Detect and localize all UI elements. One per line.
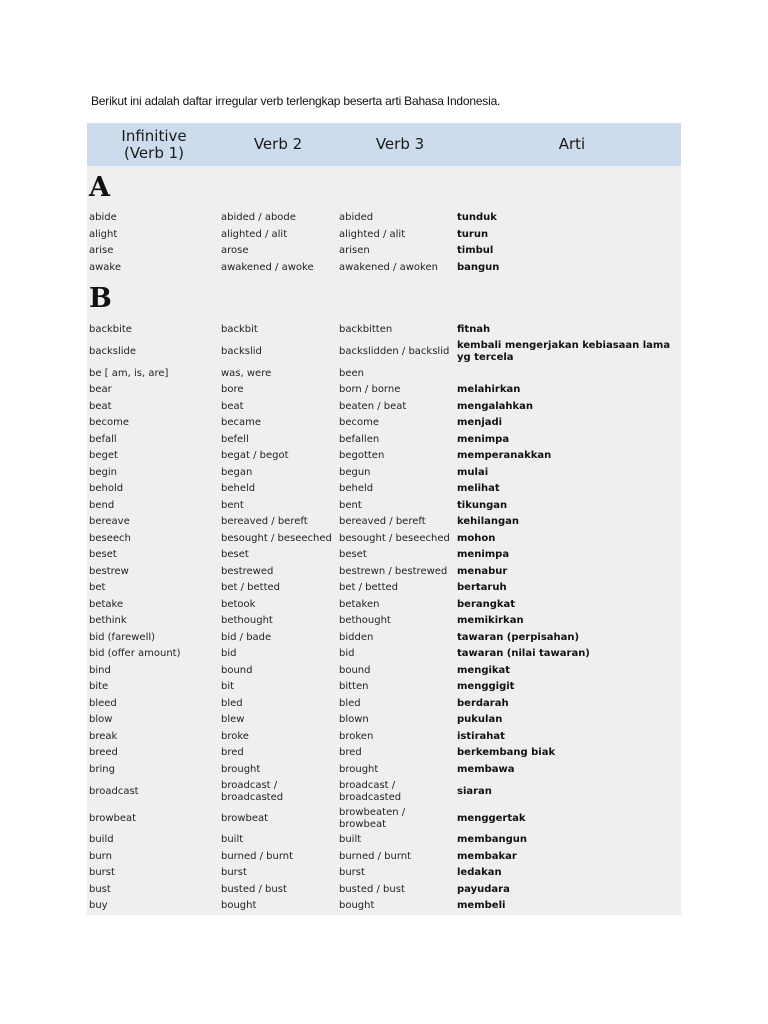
cell-verb2: bound xyxy=(221,664,253,676)
cell-infinitive: abide xyxy=(89,212,117,224)
cell-verb3: brought xyxy=(339,763,379,775)
cell-arti: berangkat xyxy=(457,598,516,610)
table-row xyxy=(87,531,681,548)
cell-verb3: betaken xyxy=(339,598,380,610)
cell-arti: menggertak xyxy=(457,812,526,824)
cell-verb3: beheld xyxy=(339,483,374,495)
cell-verb2: bethought xyxy=(221,615,273,627)
cell-arti: bangun xyxy=(457,261,500,273)
cell-arti: menimpa xyxy=(457,549,510,561)
cell-arti: berkembang biak xyxy=(457,747,556,759)
table-row xyxy=(87,597,681,614)
table-row xyxy=(87,663,681,680)
cell-verb3: bought xyxy=(339,900,375,912)
table-row xyxy=(87,415,681,432)
cell-arti: membakar xyxy=(457,850,517,862)
cell-infinitive: backbite xyxy=(89,324,132,336)
cell-verb2: backbit xyxy=(221,324,258,336)
cell-verb2: became xyxy=(221,417,262,429)
cell-infinitive: beset xyxy=(89,549,117,561)
cell-verb2: besought / beseeched xyxy=(221,532,332,544)
cell-infinitive: burst xyxy=(89,867,115,879)
cell-arti: payudara xyxy=(457,883,510,895)
cell-infinitive: bear xyxy=(89,384,112,396)
cell-verb2: betook xyxy=(221,598,256,610)
cell-verb2: backslid xyxy=(221,346,262,357)
cell-verb3: beaten / beat xyxy=(339,400,407,412)
cell-infinitive: bring xyxy=(89,763,115,775)
cell-arti: mohon xyxy=(457,532,496,544)
cell-arti: mengikat xyxy=(457,664,511,676)
table-row xyxy=(87,322,681,339)
table-header xyxy=(87,123,681,166)
cell-infinitive: alight xyxy=(89,228,118,240)
cell-verb2: bereaved / bereft xyxy=(221,516,308,528)
cell-verb2: burned / burnt xyxy=(221,850,294,862)
cell-infinitive: bend xyxy=(89,499,115,511)
cell-verb3: begotten xyxy=(339,450,385,462)
cell-verb2: begat / begot xyxy=(221,450,289,462)
irregular-verb-table xyxy=(87,123,681,915)
cell-verb2: began xyxy=(221,466,253,478)
header-arti: Arti xyxy=(558,135,586,153)
cell-infinitive: broadcast xyxy=(89,785,139,797)
table-row xyxy=(87,679,681,696)
cell-verb2: browbeat xyxy=(221,812,269,824)
table-body xyxy=(87,166,681,915)
cell-arti: menabur xyxy=(457,565,508,577)
cell-infinitive: behold xyxy=(89,483,124,495)
table-row xyxy=(87,729,681,746)
cell-verb2: bled xyxy=(221,697,243,709)
cell-verb2: broadcast / broadcasted xyxy=(221,779,284,803)
cell-verb3: beset xyxy=(339,549,367,561)
cell-arti: membawa xyxy=(457,763,515,775)
cell-verb2: burst xyxy=(221,867,247,879)
cell-arti: ledakan xyxy=(457,867,502,879)
table-row xyxy=(87,481,681,498)
cell-verb2: bestrewed xyxy=(221,565,274,577)
table-row xyxy=(87,805,681,832)
cell-verb3: begun xyxy=(339,466,371,478)
cell-infinitive: blow xyxy=(89,714,113,726)
cell-verb3: bidden xyxy=(339,631,374,643)
cell-arti: menjadi xyxy=(457,417,503,429)
table-row xyxy=(87,432,681,449)
cell-infinitive: beseech xyxy=(89,532,131,544)
cell-arti: kehilangan xyxy=(457,516,520,528)
table-row xyxy=(87,613,681,630)
cell-infinitive: be [ am, is, are] xyxy=(89,367,169,379)
cell-verb3: arisen xyxy=(339,245,370,257)
cell-arti: siaran xyxy=(457,785,492,797)
cell-arti: mulai xyxy=(457,466,489,478)
cell-infinitive: build xyxy=(89,834,114,846)
cell-verb3: bitten xyxy=(339,681,369,693)
cell-infinitive: break xyxy=(89,730,118,742)
cell-infinitive: beget xyxy=(89,450,118,462)
table-row xyxy=(87,448,681,465)
table-row xyxy=(87,339,681,366)
cell-verb3: busted / bust xyxy=(339,883,405,895)
cell-verb3: burned / burnt xyxy=(339,850,412,862)
cell-verb3: abided xyxy=(339,212,374,224)
cell-infinitive: bestrew xyxy=(89,565,129,577)
cell-infinitive: betake xyxy=(89,598,124,610)
cell-verb3: backslidden / backslid xyxy=(339,346,450,357)
cell-verb2: broke xyxy=(221,730,249,742)
cell-arti: menimpa xyxy=(457,433,510,445)
cell-verb2: bred xyxy=(221,747,244,759)
cell-verb3: awakened / awoken xyxy=(339,261,438,273)
cell-verb3: become xyxy=(339,417,380,429)
cell-verb3: bestrewn / bestrewed xyxy=(339,565,448,577)
cell-arti: menggigit xyxy=(457,681,515,693)
table-row xyxy=(87,243,681,260)
cell-infinitive: become xyxy=(89,417,130,429)
table-row xyxy=(87,210,681,227)
cell-infinitive: bid (offer amount) xyxy=(89,648,181,660)
cell-verb2: beheld xyxy=(221,483,256,495)
cell-arti: turun xyxy=(457,228,489,240)
cell-verb2: was, were xyxy=(221,367,272,379)
table-row xyxy=(87,564,681,581)
table-row xyxy=(87,745,681,762)
intro-text: Berikut ini adalah daftar irregular verb terlengkap beserta arti Bahasa Indonesia. xyxy=(91,94,501,108)
cell-verb3: besought / beseeched xyxy=(339,532,450,544)
cell-infinitive: browbeat xyxy=(89,812,137,824)
table-row xyxy=(87,762,681,779)
cell-verb3: broken xyxy=(339,730,374,742)
cell-arti: kembali mengerjakan kebiasaan lama yg tercela xyxy=(457,340,671,363)
table-row xyxy=(87,227,681,244)
cell-infinitive: befall xyxy=(89,433,117,445)
cell-verb3: blown xyxy=(339,714,369,726)
cell-verb3: built xyxy=(339,834,362,846)
table-row xyxy=(87,696,681,713)
cell-infinitive: arise xyxy=(89,245,114,257)
table-row xyxy=(87,260,681,277)
header-infinitive: Infinitive (Verb 1) xyxy=(121,126,187,162)
cell-verb2: befell xyxy=(221,433,249,445)
cell-arti: tikungan xyxy=(457,499,508,511)
cell-infinitive: backslide xyxy=(89,346,137,357)
table-row xyxy=(87,778,681,805)
cell-verb2: bore xyxy=(221,384,244,396)
table-row xyxy=(87,465,681,482)
cell-verb3: bereaved / bereft xyxy=(339,516,426,528)
cell-arti: melahirkan xyxy=(457,384,521,396)
table-row xyxy=(87,366,681,383)
cell-arti: pukulan xyxy=(457,714,503,726)
cell-verb3: alighted / alit xyxy=(339,228,406,240)
cell-verb2: awakened / awoke xyxy=(221,261,314,273)
cell-infinitive: bethink xyxy=(89,615,127,627)
section-letter: B xyxy=(89,283,112,314)
cell-verb2: abided / abode xyxy=(221,212,296,224)
table-row xyxy=(87,630,681,647)
header-verb2: Verb 2 xyxy=(253,135,303,153)
cell-verb3: backbitten xyxy=(339,324,393,336)
cell-arti: tunduk xyxy=(457,212,497,224)
cell-verb3: born / borne xyxy=(339,384,401,396)
cell-verb3: bethought xyxy=(339,615,391,627)
cell-infinitive: buy xyxy=(89,900,108,912)
cell-verb3: broadcast / broadcasted xyxy=(339,779,402,803)
cell-verb2: bit xyxy=(221,681,235,693)
table-row xyxy=(87,882,681,899)
header-verb3: Verb 3 xyxy=(375,135,425,153)
cell-verb2: bid / bade xyxy=(221,631,272,643)
section-letter: A xyxy=(89,172,110,203)
cell-arti: melihat xyxy=(457,483,500,495)
cell-verb3: bent xyxy=(339,499,362,511)
table-row xyxy=(87,865,681,882)
cell-verb3: bled xyxy=(339,697,361,709)
cell-infinitive: breed xyxy=(89,747,118,759)
cell-infinitive: beat xyxy=(89,400,112,412)
cell-verb2: bet / betted xyxy=(221,582,280,594)
cell-verb2: blew xyxy=(221,714,245,726)
cell-infinitive: bereave xyxy=(89,516,130,528)
cell-verb2: built xyxy=(221,834,244,846)
cell-infinitive: bid (farewell) xyxy=(89,631,156,643)
cell-arti: istirahat xyxy=(457,730,505,742)
table-row xyxy=(87,898,681,915)
cell-verb2: beset xyxy=(221,549,249,561)
cell-infinitive: bet xyxy=(89,582,106,594)
table-row xyxy=(87,832,681,849)
cell-verb2: busted / bust xyxy=(221,883,287,895)
table-row xyxy=(87,514,681,531)
cell-infinitive: begin xyxy=(89,466,117,478)
cell-verb3: befallen xyxy=(339,433,380,445)
cell-verb2: brought xyxy=(221,763,261,775)
cell-infinitive: bleed xyxy=(89,697,117,709)
cell-arti: bertaruh xyxy=(457,582,507,594)
cell-verb2: alighted / alit xyxy=(221,228,288,240)
cell-verb3: bound xyxy=(339,664,371,676)
table-row xyxy=(87,580,681,597)
cell-arti: fitnah xyxy=(457,324,491,336)
cell-verb2: beat xyxy=(221,400,244,412)
table-row xyxy=(87,498,681,515)
cell-verb3: bred xyxy=(339,747,362,759)
cell-infinitive: burn xyxy=(89,850,112,862)
cell-verb3: burst xyxy=(339,867,365,879)
cell-verb3: browbeaten / browbeat xyxy=(339,806,406,830)
cell-verb3: been xyxy=(339,367,364,379)
cell-arti: memperanakkan xyxy=(457,450,552,462)
cell-verb3: bet / betted xyxy=(339,582,398,594)
cell-infinitive: bust xyxy=(89,883,111,895)
cell-verb2: bid xyxy=(221,648,237,660)
cell-arti: tawaran (nilai tawaran) xyxy=(457,648,590,660)
cell-arti: mengalahkan xyxy=(457,400,534,412)
cell-verb3: bid xyxy=(339,648,355,660)
cell-infinitive: awake xyxy=(89,261,122,273)
cell-verb2: arose xyxy=(221,245,249,257)
cell-infinitive: bite xyxy=(89,681,109,693)
cell-arti: timbul xyxy=(457,245,494,257)
cell-arti: memikirkan xyxy=(457,615,524,627)
table-row xyxy=(87,646,681,663)
table-row xyxy=(87,382,681,399)
table-row xyxy=(87,399,681,416)
table-row xyxy=(87,712,681,729)
cell-arti: tawaran (perpisahan) xyxy=(457,631,580,643)
cell-verb2: bought xyxy=(221,900,257,912)
cell-arti: berdarah xyxy=(457,697,509,709)
cell-verb2: bent xyxy=(221,499,244,511)
table-row xyxy=(87,849,681,866)
cell-infinitive: bind xyxy=(89,664,111,676)
cell-arti: membeli xyxy=(457,900,506,912)
cell-arti: membangun xyxy=(457,834,528,846)
table-row xyxy=(87,547,681,564)
